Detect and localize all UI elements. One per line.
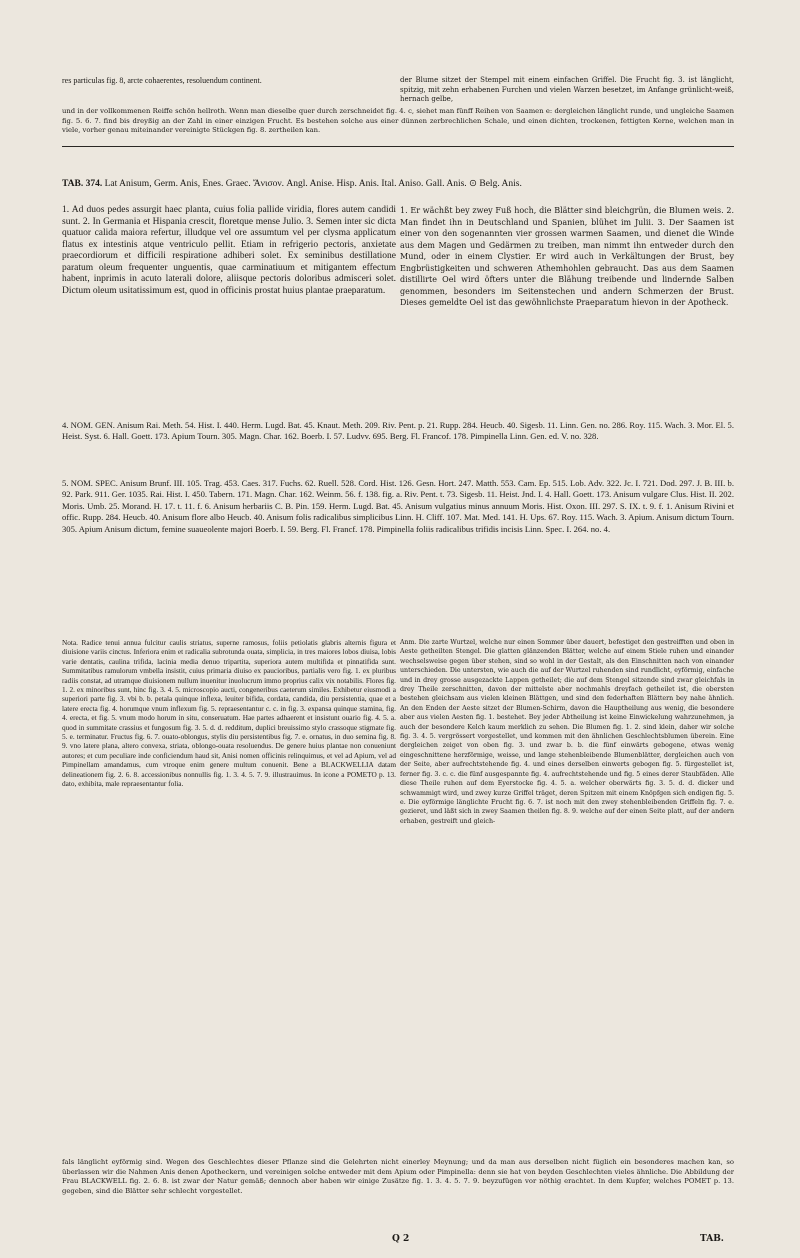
nom-gen (62, 420, 734, 443)
tab-names: Lat Anisum, Germ. Anis, Enes. Graec. Ἄνισον. Angl. Anise. Hisp. Anis. Ital. Aniso. Gall. Anis. ⊙ Belg. Anis. (104, 179, 522, 189)
description-german: 1. Er wächßt bey zwey Fuß hoch, die Blätter sind bleichgrün, die Blumen weis. 2. Man findet ihn in Deutschland und Spanien, blühet im Julii. 3. Der Saamen ist einer von den sogenannten vier grossen warmen Saamen, und dienet die Winde aus dem Magen und Gedärmen zu treiben, man nimmt ihn entweder durch den Mund, oder in einem Clystier. Er wird auch in Verkältungen der Brust, bey Engbrüstigkeiten und schweren Athemhohlen gebraucht. Das aus dem Saamen distillirte Oel wird öfters unter die Blähung treibende und lindernde Salben genommen, besonders im Seitenstechen und andern Schmerzen der Brust. Dieses gemeldte Oel ist das gewöhnlichste Praeparatum hievon in der Apotheck. (400, 206, 734, 307)
top-latin-text: res particulas fig. 8, arcte cohaerentes, resoluendum continent. (62, 76, 262, 85)
description-columns (62, 205, 734, 309)
tab-heading (62, 178, 734, 190)
catchword: TAB. (700, 1234, 724, 1244)
description-latin: 1. Ad duos pedes assurgit haec planta, cuius folia pallide viridia, flores autem candidi sunt. 2. In Germania et Hispania crescit, floretque mense Julio. 3. Semen inter sic dicta quatuor calida maiora refertur, illudque vel ore assumtum vel per clysma applicatum flatus ex intestinis atque ventriculo pellit. Etiam in refrigerio pectoris, anxietate praecordiorum et difficili respiratione adhiberi solet. Ex seminibus destillatione paratum oleum frequenter unguentis, quae carminatiuum et mitigantem effectum habent, inprimis in acuto laterali dolore, aliisque pectoris doloribus admisceri solet. Dictum oleum usitatissimum est, quod in officinis prostat huius plantae praeparatum. (62, 205, 396, 296)
signature-mark: Q 2 (392, 1234, 410, 1244)
notes-german: Anm. Die zarte Wurtzel, welche nur einen Sommer über dauert, befestiget den gestreifften und oben in Aeste getheilten Stengel. Die glatten glänzenden Blätter, welche auf einem Stiele ruhen und einander wechselsweise gegen über stehen, sind so wohl in der Gestalt, als den Einschnitten nach von einander unterschieden. Die untersten, wie auch die auf der Wurtzel ruhenden sind rundlicht, eyförmig, einfache und in drey grosse ausgezackte Lappen getheilet; die auf dem Stengel sitzende sind zwar gleichfals in drey Theile zerschnitten, davon der mittelste aber nochmahls dreyfach getheilet ist, die obersten bestehen gleichsam aus vielen kleinen Blättgen, und sind den federhaften Blättern bey nahe ähnlich. An den Enden der Aeste sitzet der Blumen-Schirm, davon die Hauptheilung aus wenig, die besondere aber aus vielen Aesten fig. 1. bestehet. Bey jeder Abtheilung ist keine Einwickelung wahrzunehmen, ja auch der besondere Kelch kaum merklich zu sehen. Die Blumen fig. 1. 2. sind klein, daher wir solche fig. 3. 4. 5. vergrössert vorgestellet, und kommen mit den ähnlichen Geschlechtsblumen überein. Eine dergleichen zeiget von oben fig. 3. und zwar b. b. die fünf einwärts gebogene, etwas wenig eingeschnittene herzförmige, weisse, und lange stehenbleibende Blumenblätter, dergleichen auch von der Seite, aber aufrechtstehende fig. 4. und eines derselben einwerts gebogen fig. 5. fürgestellet ist, ferner fig. 3. c. c. die fünf ausgespannte fig. 4. aufrechtstehende und fig. 5 eines derer Staubfäden. Alle diese Theile ruhen auf dem Eyerstocke fig. 4. 5. a. welcher oberwärts fig. 3. 5. d. d. dicker und schwammigt wird, und zwey kurze Griffel träget, deren Spitzen mit einem Knöpfgen sich endigen fig. 5. e. Die eyförmige länglichte Frucht fig. 6. 7. ist noch mit den zwey stehenbleibenden Griffeln fig. 7. e. gezieret, und läßt sich in zwey Saamen theilen fig. 8. 9. welche auf der einen Seite platt, auf der andern erhaben, gestreift und gleich- (400, 639, 734, 825)
nom-spec (62, 478, 734, 535)
notes-latin: Nota. Radice tenui annua fulcitur caulis striatus, superne ramosus, foliis petiolatis glabris alternis figura et diuisione variis cinctus. Inferiora enim et radicalia subrotunda ouata, simplicia, in tres maiores lobos diuisa, lobis varie dentatis, caulina trifida, lacinia media denuo tripartita, superiora autem multifida et pinnatifida sunt. Summitatibus ramulorum vmbella insistit, cuius primaria diuiso ex paucioribus, partialis vero fig. 1. ex pluribus radiis constat, ad utramque diuisionem nullum inuenitur inuolucrum immo proprius calix vix notabilis. Flores fig. 1. 2. ex minoribus sunt, hinc fig. 3. 4. 5. microscopio aucti, congeneribus caeterum similes. Exhibetur eiusmodi a superiori parte fig. 3. vbi b. b. petala quinque inflexa, leuiter bifida, cordata, candida, diu persistentia, quae et a latere erecta fig. 4. horumque vnum inflexum fig. 5. repraesentantur c. c. in fig. 3. expansa quinque stamina, fig. 4. erecta, et fig. 5. vnum modo horum in situ, conseruatum. Hae partes adhaerent et insistunt ouario fig. 4. 5. a. quod in summitate crassius et fungosum fig. 3. 5. d. d. redditum, duplici breuissimo stylo crassoque stigmate fig. 5. e. terminatur. Fructus fig. 6. 7. ouato-oblongus, stylis diu persistentibus fig. 7. e. ornatus, in duo semina fig. 8. 9. vno latere plana, altero convexa, striata, oblongo-ouata resoluendus. De genere huius plantae non conueniunt autores; et cum peculiare inde conficiendum haud sit, Anisi nomen officinis relinquimus, et vel ad Apium, vel ad Pimpinellam amandamus, cum vtroque enim genere multum conuenit. Bene a BLACKWELLIA datam delineationem fig. 2. 6. 8. accessionibus nonnullis fig. 1. 3. 4. 5. 7. 9. illustrauimus. In icone a POMETO p. 13. dato, exhibita, male repraesentantur folia. (62, 638, 396, 789)
top-continuation (62, 76, 734, 105)
notes-german-full-text: fals länglicht eyförmig sind. Wegen des Geschlechtes dieser Pflanze sind die Gelehrten nicht einerley Meynung; und da man aus derselben nicht füglich ein besonderes machen kan, so überlassen wir die Nahmen Anis denen Apotheckern, und vereinigen solche entweder mit dem Apium oder Pimpinella: denn sie hat von beyden Geschlechten vieles ähnliche. Die Abbildung der Frau BLACKWELL fig. 2. 6. 8. ist zwar der Natur gemäß; dennoch aber haben wir einige Zusätze fig. 1. 3. 4. 5. 7. 9. beyzufügen vor nöthig erachtet. In dem Kupfer, welches POMET p. 13. gegeben, sind die Blätter sehr schlecht vorgestellet. (62, 1158, 734, 1195)
notes-german-full (62, 1158, 734, 1196)
tab-label: TAB. 374. (62, 179, 103, 189)
top-german-text: der Blume sitzet der Stempel mit einem einfachen Griffel. Die Frucht fig. 3. ist länglicht, spitzig, mit zehn erhabenen Furchen und vielen Warzen besetzet, im Anfange grünlicht-weiß, hernach gelbe, (400, 76, 734, 104)
notes-columns (62, 638, 734, 826)
top-german-full-text: und in der vollkommenen Reiffe schön hellroth. Wenn man dieselbe quer durch zerschneidet fig. 4. c, siehet man fünff Reihen von Saamen e: dergleichen länglicht runde, und ungleiche Saamen fig. 5. 6. 7. find bis dreyßig an der Zahl in einer einzigen Frucht. Es bestehen solche aus einer dünnen zerbrechlichen Schale, und einen dichten, trockenen, fettigten Kerne, welchen man in viele, vorher genau miteinander vereinigte Stückgen fig. 8. zertheilen kan. (62, 107, 734, 135)
divider-top (62, 146, 734, 147)
top-german-full (62, 107, 734, 136)
nom-gen-text: 4. NOM. GEN. Anisum Rai. Meth. 54. Hist. I. 440. Herm. Lugd. Bat. 45. Knaut. Meth. 209. Riv. Pent. p. 21. Rupp. 284. Heucb. 40. Sigesb. 11. Linn. Gen. no. 286. Roy. 115. Wach. 3. Mor. El. 5. Heist. Syst. 6. Hall. Goett. 173. Apium Tourn. 305. Magn. Char. 162. Boerb. I. 57. Ludvv. 695. Berg. Fl. Francof. 178. Pimpinella Linn. Gen. ed. V. no. 328. (62, 420, 734, 442)
nom-spec-text: 5. NOM. SPEC. Anisum Brunf. III. 105. Trag. 453. Caes. 317. Fuchs. 62. Ruell. 528. Cord. Hist. 126. Gesn. Hort. 247. Matth. 553. Cam. Ep. 515. Lob. Adv. 322. Jc. I. 721. Dod. 297. J. B. III. b. 92. Park. 911. Ger. 1035. Rai. Hist. I. 450. Tabern. 171. Magn. Char. 162. Weinm. 56. f. 138. fig. a. Riv. Pent. t. 73. Sigesb. 11. Heist. Jnd. I. 4. Hall. Goett. 173. Anisum vulgare Clus. Hist. II. 202. Moris. Umb. 25. Morand. H. 17. t. 11. f. 6. Anisum herbariis C. B. Pin. 159. Herm. Lugd. Bat. 45. Anisum vulgatius minus annuum Moris. Hist. Oxon. III. 297. S. IX. t. 9. f. 1. Anisum Rivini et offic. Rupp. 284. Heucb. 40. Anisum flore albo Heucb. 40. Anisum folis radicalibus simplicibus Linn. H. Cliff. 107. Mat. Med. 141. H. Ups. 67. Roy. 115. Wach. 3. Apium. Anisum dictum Tourn. 305. Apium Anisum dictum, femine suaueolente majori Boerb. I. 59. Berg. Fl. Francf. 178. Pimpinella foliis radicalibus trifidis incisis Linn. Spec. I. 264. no. 4. (62, 478, 734, 534)
